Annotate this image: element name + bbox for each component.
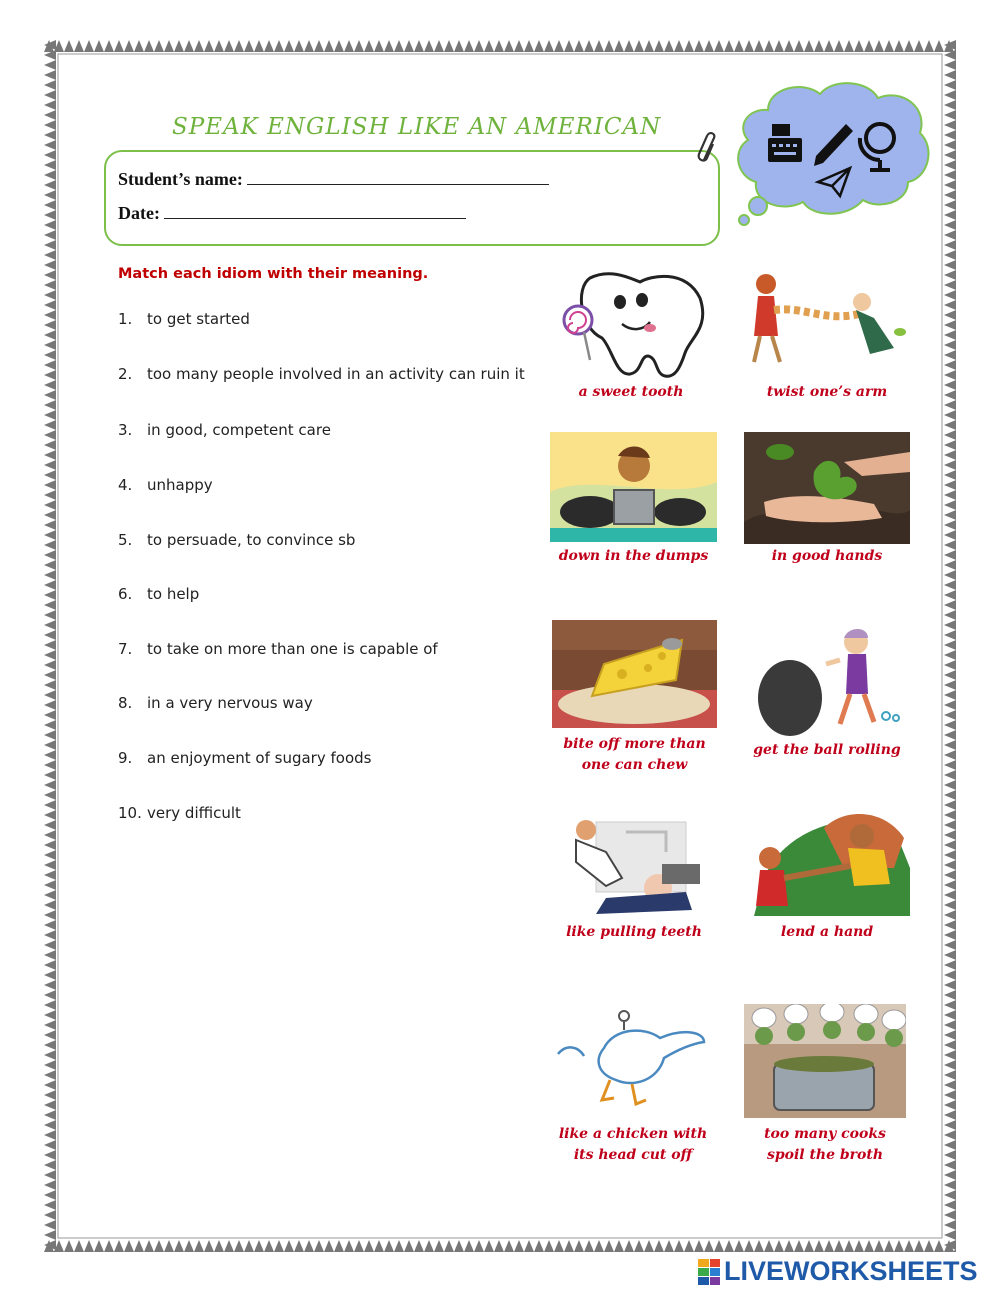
liveworksheets-logo (698, 1256, 978, 1287)
student-name-field[interactable] (118, 166, 549, 190)
pulling-teeth-image (566, 812, 710, 916)
instruction-text: Match each idiom with their meaning. (118, 266, 429, 282)
student-name-line[interactable] (247, 166, 549, 185)
twist-arm-image (744, 262, 910, 380)
idiom-caption: bite off more than one can chew (563, 736, 706, 773)
student-info-box (104, 150, 720, 246)
idiom-caption: a sweet tooth (578, 384, 684, 400)
list-item: 3. in good, competent care (118, 421, 331, 439)
bite-off-image (552, 620, 717, 728)
ball-rolling-image (744, 624, 910, 736)
too-many-cooks-image (744, 1004, 906, 1118)
list-item: 8. in a very nervous way (118, 694, 313, 712)
thought-cloud (728, 78, 938, 232)
idiom-caption: too many cooks spoil the broth (764, 1126, 886, 1163)
list-item: 2. too many people involved in an activity can ruin it (118, 365, 525, 383)
idiom-caption: twist one’s arm (766, 384, 888, 400)
list-item: 6. to help (118, 585, 200, 603)
chicken-head-cut-off-image (554, 1008, 708, 1106)
list-item: 5. to persuade, to convince sb (118, 531, 356, 549)
idiom-caption: in good hands (771, 548, 883, 564)
lend-a-hand-image (744, 808, 910, 916)
sweet-tooth-image (550, 268, 712, 380)
list-item: 10. very difficult (118, 804, 241, 822)
idiom-caption: lend a hand (780, 924, 874, 940)
brand-mark-icon (698, 1259, 720, 1285)
paperclip-icon (696, 130, 722, 172)
idiom-caption: down in the dumps (558, 548, 709, 564)
list-item: 9. an enjoyment of sugary foods (118, 749, 372, 767)
date-line[interactable] (164, 200, 466, 219)
list-item: 4. unhappy (118, 476, 213, 494)
idiom-caption: like pulling teeth (566, 924, 702, 940)
date-field[interactable] (118, 200, 466, 224)
worksheet-title: SPEAK ENGLISH LIKE AN AMERICAN (172, 114, 662, 140)
in-good-hands-image (744, 432, 910, 544)
down-in-dumps-image (550, 432, 717, 542)
list-item: 7. to take on more than one is capable of (118, 640, 438, 658)
brand-name: LIVEWORKSHEETS (724, 1256, 978, 1286)
idiom-caption: like a chicken with its head cut off (558, 1126, 708, 1163)
student-name-label: Student’s name: (118, 169, 243, 189)
idiom-caption: get the ball rolling (753, 742, 901, 758)
date-label: Date: (118, 203, 160, 223)
list-item: 1. to get started (118, 310, 250, 328)
